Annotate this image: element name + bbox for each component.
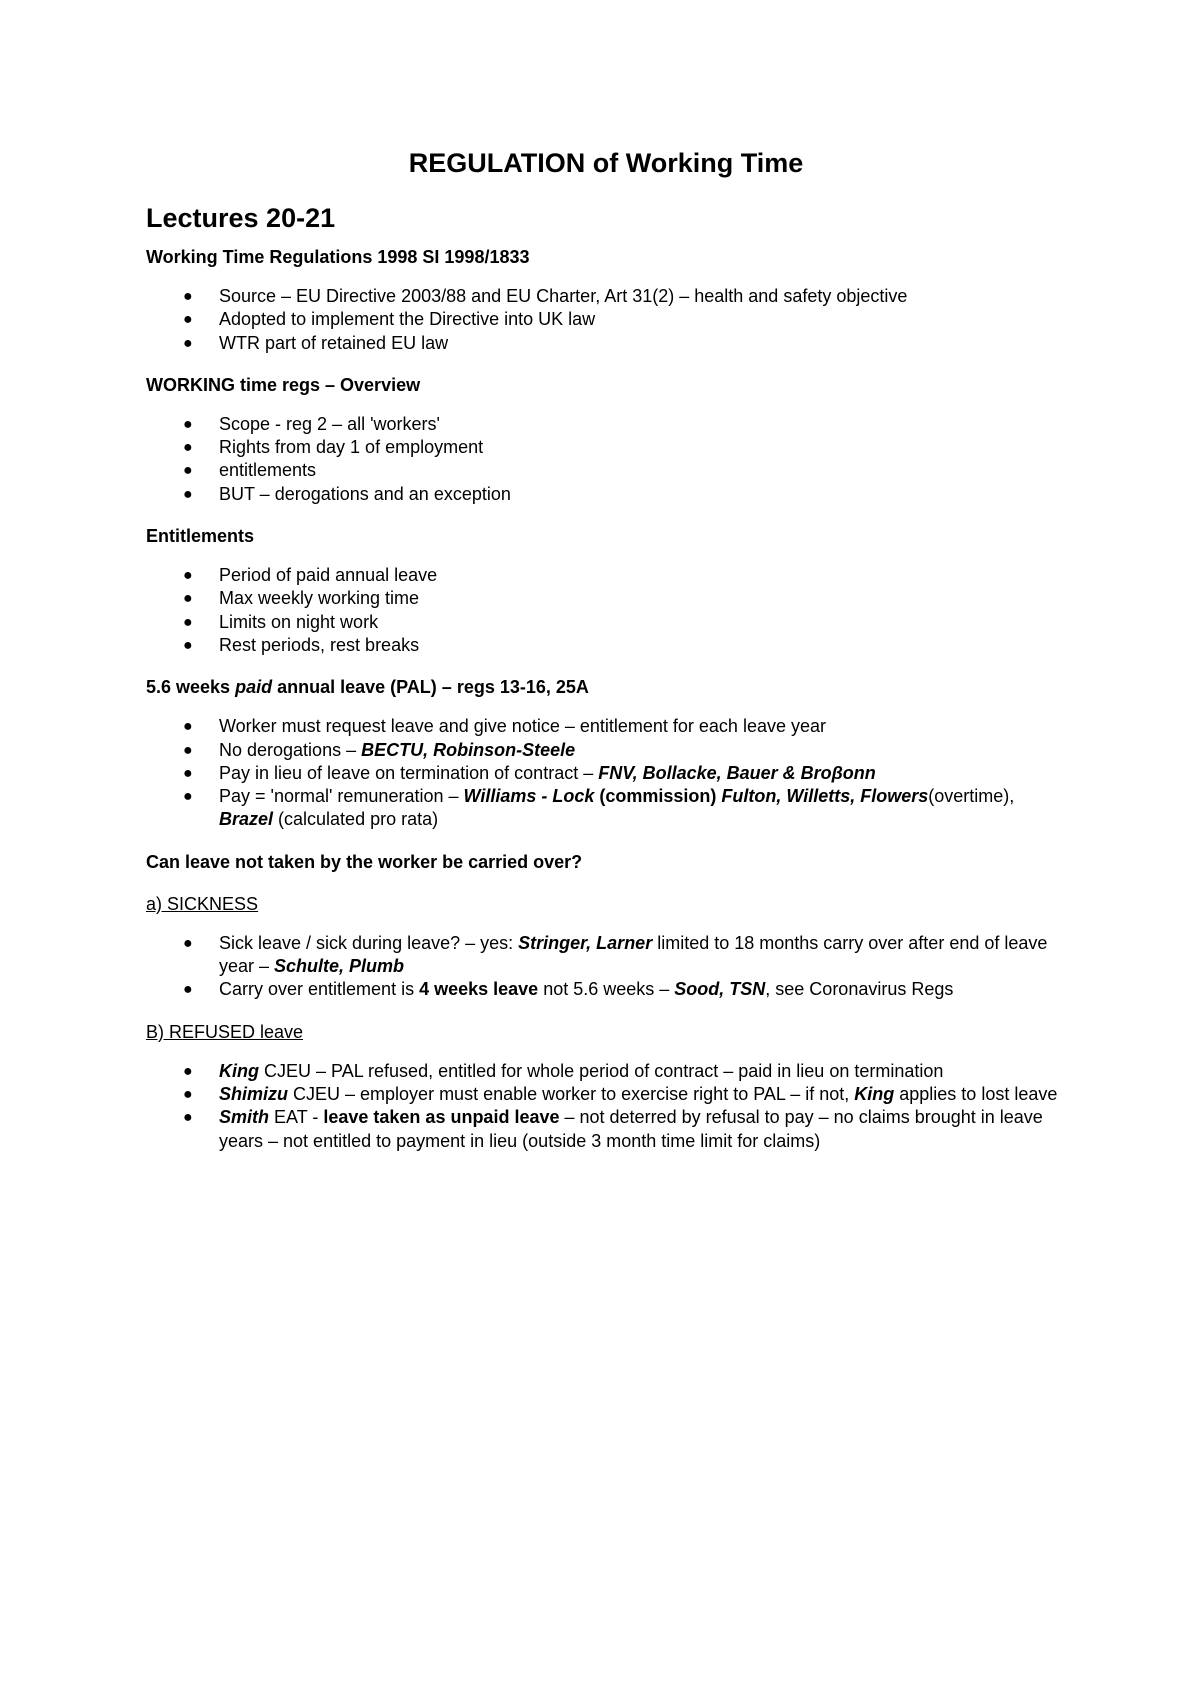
section-heading-overview: WORKING time regs – Overview <box>146 374 421 395</box>
case-citation: Stringer, Larner <box>518 932 653 953</box>
bullet-icon: ● <box>183 613 193 631</box>
list-item: ● Pay in lieu of leave on termination of contract – FNV, Bollacke, Bauer & Broβonn <box>146 762 1059 785</box>
section-heading-pal: 5.6 weeks paid annual leave (PAL) – regs 13-16, 25A <box>146 677 589 698</box>
bullet-list-pal <box>146 715 1066 831</box>
list-item: ● Max weekly working time <box>146 587 1059 610</box>
list-item: ● No derogations – BECTU, Robinson-Steele <box>146 739 1059 762</box>
bullet-icon: ● <box>183 1062 193 1080</box>
list-item: ● Sick leave / sick during leave? – yes: Stringer, Larner limited to 18 months carry over after end of leave year – Schulte, Plumb <box>183 932 1048 977</box>
bullet-icon: ● <box>183 415 193 433</box>
case-citation: FNV, Bollacke, Bauer & Broβonn <box>598 762 876 783</box>
case-citation: Brazel <box>219 809 274 830</box>
bullet-icon: ● <box>183 741 193 759</box>
list-item: ● Limits on night work <box>146 611 1059 634</box>
section-heading-entitlements: Entitlements <box>146 526 255 547</box>
list-item: ● Carry over entitlement is 4 weeks leave not 5.6 weeks – Sood, TSN, see Coronavirus Regs <box>146 978 1059 1001</box>
bullet-icon: ● <box>183 764 193 782</box>
case-citation: Fulton, Willetts, Flowers <box>721 786 929 807</box>
list-item: ● Rest periods, rest breaks <box>146 634 1059 657</box>
lectures-heading: Lectures 20-21 <box>146 203 336 233</box>
bullet-icon: ● <box>183 718 193 736</box>
bullet-icon: ● <box>183 462 193 480</box>
list-item: ● Source – EU Directive 2003/88 and EU Charter, Art 31(2) – health and safety objective <box>146 285 1059 308</box>
case-citation: Shimizu <box>219 1083 289 1104</box>
bullet-icon: ● <box>183 311 193 329</box>
bullet-icon: ● <box>183 485 193 503</box>
document-body <box>146 138 1066 1153</box>
list-item: ● BUT – derogations and an exception <box>146 483 1059 506</box>
bullet-list-wtr <box>146 285 1066 355</box>
list-item: ● Worker must request leave and give notice – entitlement for each leave year <box>146 715 1059 738</box>
bullet-icon: ● <box>183 567 193 585</box>
bullet-icon: ● <box>183 934 193 952</box>
bullet-list-entitlements <box>146 564 1066 657</box>
bullet-list-overview <box>146 413 1066 506</box>
list-item: ● Rights from day 1 of employment <box>146 436 1059 459</box>
bullet-icon: ● <box>183 1109 193 1127</box>
case-citation: Williams - Lock <box>463 786 595 807</box>
bullet-list-sickness <box>146 932 1066 1002</box>
section-heading-wtr: Working Time Regulations 1998 SI 1998/1833 <box>146 247 530 267</box>
bullet-icon: ● <box>183 788 193 806</box>
bullet-icon: ● <box>183 590 193 608</box>
case-citation: Schulte, Plumb <box>274 956 405 977</box>
list-item: ● entitlements <box>146 459 1059 482</box>
section-heading-carry-over: Can leave not taken by the worker be carried over? <box>146 851 583 872</box>
document-title: REGULATION of Working Time <box>408 148 804 178</box>
list-item: ● WTR part of retained EU law <box>146 332 1059 355</box>
bullet-icon: ● <box>183 439 193 457</box>
case-citation: King <box>219 1060 259 1081</box>
case-citation: Sood, TSN <box>674 979 766 1000</box>
list-item: ● Smith EAT - leave taken as unpaid leave – not deterred by refusal to pay – no claims brought in leave years – not entitled to payment in lieu (outside 3 month time limit for claims) <box>183 1107 1043 1151</box>
list-item: ● Period of paid annual leave <box>146 564 1059 587</box>
bullet-icon: ● <box>183 636 193 654</box>
list-item: ● Pay = 'normal' remuneration – Williams - Lock (commission) Fulton, Willetts, Flowers(overtime), Brazel (calculated pro rata) <box>183 786 1015 830</box>
bullet-icon: ● <box>183 981 193 999</box>
bullet-icon: ● <box>183 288 193 305</box>
subheading-refused: B) REFUSED leave <box>146 1021 304 1042</box>
list-item: ● Adopted to implement the Directive into UK law <box>146 308 1059 331</box>
case-citation: BECTU, Robinson-Steele <box>361 739 576 760</box>
list-item: ● Scope - reg 2 – all 'workers' <box>146 413 1059 436</box>
list-item: ● King CJEU – PAL refused, entitled for whole period of contract – paid in lieu on termination <box>146 1060 1059 1083</box>
case-citation: King <box>854 1083 895 1104</box>
bullet-icon: ● <box>183 1085 193 1103</box>
case-citation: Smith <box>219 1107 270 1128</box>
subheading-sickness: a) SICKNESS <box>146 893 259 914</box>
list-item: ● Shimizu CJEU – employer must enable worker to exercise right to PAL – if not, King applies to lost leave <box>146 1083 1059 1106</box>
bullet-icon: ● <box>183 334 193 352</box>
bullet-list-refused <box>146 1060 1066 1153</box>
